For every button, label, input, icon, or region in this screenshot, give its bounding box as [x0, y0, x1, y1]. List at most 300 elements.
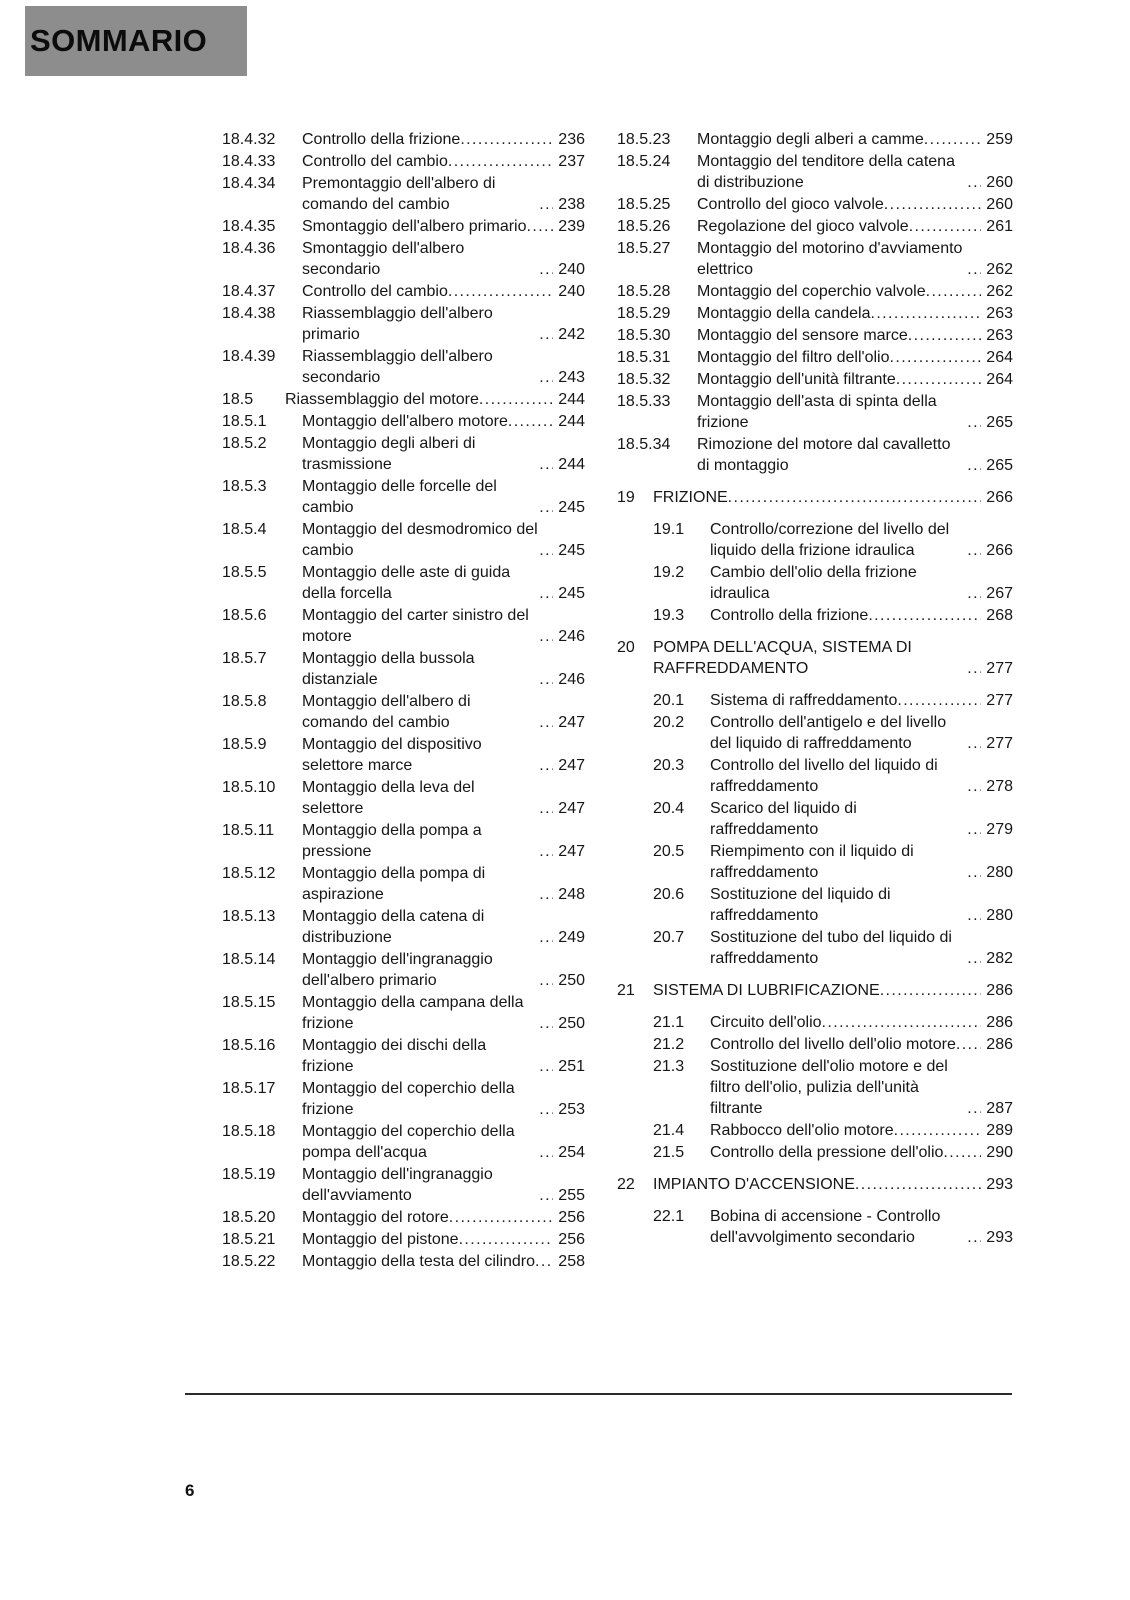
toc-entry-title: FRIZIONE [653, 489, 728, 506]
toc-entry-number: 18.5.26 [617, 218, 671, 235]
toc-entry-title: Controllo/correzione del livello del liquido della frizione idraulica [710, 521, 950, 559]
toc-entry-page: 247 [558, 757, 585, 774]
dot-leader [539, 884, 553, 905]
toc-entry [617, 755, 1013, 797]
dot-leader [539, 970, 553, 991]
toc-entry-number: 20.6 [653, 886, 685, 903]
toc-entry-page: 260 [986, 196, 1013, 213]
page-number: 6 [185, 1481, 195, 1500]
toc-entry [617, 605, 1013, 626]
dot-leader [896, 369, 982, 390]
toc-entry-title: Montaggio del desmodromico del cambio [302, 521, 538, 559]
toc-entry-page: 280 [986, 907, 1013, 924]
toc-entry-number: 20.1 [653, 692, 685, 709]
toc-entry-page: 268 [986, 607, 1013, 624]
toc-entry [617, 884, 1013, 926]
toc-entry [617, 637, 1013, 679]
toc-entry-number: 19.3 [653, 607, 685, 624]
toc-entry-title: Regolazione del gioco valvole [697, 218, 909, 235]
toc-entry-title: Montaggio degli alberi di trasmissione [302, 435, 476, 473]
toc-entry-title: Montaggio della testa del cilindro [302, 1253, 536, 1270]
dot-leader [459, 1229, 554, 1250]
dot-leader [448, 281, 553, 302]
toc-entry [617, 562, 1013, 604]
toc-entry-number: 18.5.4 [222, 521, 267, 538]
dot-leader [539, 755, 553, 776]
toc-entry-page: 245 [558, 585, 585, 602]
toc-entry [222, 151, 585, 172]
toc-entry-title: Montaggio dell'albero motore [302, 413, 508, 430]
toc-entry-page: 238 [558, 196, 585, 213]
toc-entry-number: 18.4.32 [222, 131, 276, 148]
toc-entry-number: 18.5.10 [222, 779, 276, 796]
dot-leader [909, 216, 982, 237]
toc-entry-page: 240 [558, 283, 585, 300]
dot-leader [539, 1056, 553, 1077]
toc-entry-page: 239 [558, 218, 585, 235]
toc-entry [222, 1251, 585, 1272]
toc-entry [222, 562, 585, 604]
toc-entry-page: 263 [986, 305, 1013, 322]
toc-entry [222, 303, 585, 345]
dot-leader [880, 980, 982, 1001]
toc-entry-page: 253 [558, 1101, 585, 1118]
dot-leader [967, 172, 981, 193]
toc-entry-page: 243 [558, 369, 585, 386]
toc-entry-number: 20.4 [653, 800, 685, 817]
dot-leader [967, 905, 981, 926]
toc-entry-page: 293 [986, 1229, 1013, 1246]
toc-entry-number: 18.5.15 [222, 994, 276, 1011]
toc-entry-title: Montaggio dell'ingranaggio dell'avviamento [302, 1166, 493, 1204]
toc-entry [222, 1035, 585, 1077]
toc-entry-number: 18.5.9 [222, 736, 267, 753]
toc-entry-number: 18.4.34 [222, 175, 276, 192]
toc-entry-title: Sistema di raffreddamento [710, 692, 898, 709]
toc-entry [617, 216, 1013, 237]
toc-entry-title: Montaggio delle forcelle del cambio [302, 478, 497, 516]
toc-entry [617, 347, 1013, 368]
dot-leader [539, 1013, 553, 1034]
toc-entry [222, 129, 585, 150]
toc-entry-title: Controllo del livello del liquido di raffreddamento [710, 757, 938, 795]
toc-entry [222, 1078, 585, 1120]
toc-entry-title: Montaggio della candela [697, 305, 871, 322]
dot-leader [539, 712, 553, 733]
toc-entry-title: Controllo dell'antigelo e del livello del liquido di raffreddamento [710, 714, 947, 752]
toc-entry-page: 265 [986, 457, 1013, 474]
toc-entry-number: 18.5.20 [222, 1209, 276, 1226]
toc-entry [222, 216, 585, 237]
dot-leader [943, 1142, 981, 1163]
toc-entry-title: Montaggio del tenditore della catena di distribuzione [697, 153, 955, 191]
dot-leader [508, 411, 553, 432]
toc-entry [617, 238, 1013, 280]
toc-entry-title: Montaggio del coperchio della frizione [302, 1080, 515, 1118]
toc-entry [222, 691, 585, 733]
toc-entry-number: 18.5.8 [222, 693, 267, 710]
toc-entry-title: Montaggio del coperchio della pompa dell'acqua [302, 1123, 515, 1161]
dot-leader [967, 1227, 981, 1248]
toc-entry-number: 18.5.24 [617, 153, 671, 170]
dot-leader [539, 583, 553, 604]
dot-leader [728, 487, 982, 508]
toc-entry-number: 18.5.29 [617, 305, 671, 322]
toc-entry-title: Controllo della frizione [302, 131, 461, 148]
toc-entry-title: Cambio dell'olio della frizione idraulica [710, 564, 917, 602]
toc-entry-page: 258 [558, 1253, 585, 1270]
toc-entry-page: 262 [986, 283, 1013, 300]
toc-entry-page: 266 [986, 542, 1013, 559]
toc-entry [222, 173, 585, 215]
dot-leader [539, 1142, 553, 1163]
toc-entry-number: 18.5.25 [617, 196, 671, 213]
toc-entry-page: 242 [558, 326, 585, 343]
toc-entry [222, 519, 585, 561]
dot-leader [967, 819, 981, 840]
toc-entry-page: 262 [986, 261, 1013, 278]
toc-entry-page: 237 [558, 153, 585, 170]
toc-entry [222, 389, 585, 410]
toc-entry [617, 712, 1013, 754]
toc-entry-number: 18.5.14 [222, 951, 276, 968]
toc-entry-title: Montaggio dell'unità filtrante [697, 371, 896, 388]
toc-entry-page: 244 [558, 391, 585, 408]
toc-entry [617, 281, 1013, 302]
dot-leader [967, 259, 981, 280]
dot-leader [539, 367, 553, 388]
toc-entry-page: 245 [558, 499, 585, 516]
toc-entry-number: 21.5 [653, 1144, 685, 1161]
toc-entry-title: Montaggio del coperchio valvole [697, 283, 926, 300]
toc-entry-number: 18.5.3 [222, 478, 267, 495]
toc-entry-page: 287 [986, 1100, 1013, 1117]
toc-entry-number: 18.5.7 [222, 650, 267, 667]
toc-entry [617, 487, 1013, 508]
toc-entry-title: IMPIANTO D'ACCENSIONE [653, 1176, 855, 1193]
toc-entry [617, 1012, 1013, 1033]
dot-leader [527, 216, 554, 237]
toc-entry-title: Controllo del livello dell'olio motore [710, 1036, 956, 1053]
toc-entry-page: 236 [558, 131, 585, 148]
toc-entry [617, 841, 1013, 883]
toc-entry-page: 251 [558, 1058, 585, 1075]
toc-entry-page: 293 [986, 1176, 1013, 1193]
toc-entry [617, 369, 1013, 390]
dot-leader [868, 605, 981, 626]
dot-leader [870, 303, 981, 324]
toc-entry-number: 18.5.18 [222, 1123, 276, 1140]
toc-entry-number: 18.5.22 [222, 1253, 276, 1270]
toc-entry-page: 277 [986, 692, 1013, 709]
toc-entry [222, 648, 585, 690]
toc-entry [617, 1174, 1013, 1195]
toc-entry [222, 949, 585, 991]
toc-entry-number: 18.5.31 [617, 349, 671, 366]
toc-entry-number: 18.5.6 [222, 607, 267, 624]
toc-entry-title: Montaggio dell'ingranaggio dell'albero primario [302, 951, 493, 989]
toc-entry-title: SISTEMA DI LUBRIFICAZIONE [653, 982, 880, 999]
toc-entry-title: Scarico del liquido di raffreddamento [710, 800, 857, 838]
toc-entry-title: POMPA DELL'ACQUA, SISTEMA DI RAFFREDDAMENTO [653, 639, 912, 677]
toc-entry-page: 286 [986, 1014, 1013, 1031]
toc-entry-number: 18.4.37 [222, 283, 276, 300]
dot-leader [967, 583, 981, 604]
toc-entry [222, 1164, 585, 1206]
dot-leader [926, 281, 982, 302]
toc-entry-number: 18.4.38 [222, 305, 276, 322]
toc-entry-title: Montaggio della bussola distanziale [302, 650, 475, 688]
dot-leader [924, 129, 982, 150]
toc-entry [222, 281, 585, 302]
dot-leader [539, 927, 553, 948]
toc-entry-number: 18.5.28 [617, 283, 671, 300]
toc-entry-number: 19.2 [653, 564, 685, 581]
dot-leader [967, 412, 981, 433]
dot-leader [855, 1174, 981, 1195]
toc-entry-title: Controllo del cambio [302, 153, 448, 170]
toc-entry [617, 303, 1013, 324]
toc-entry [222, 777, 585, 819]
toc-entry-title: Montaggio della catena di distribuzione [302, 908, 485, 946]
toc-entry-title: Montaggio dell'albero di comando del cambio [302, 693, 471, 731]
toc-entry-page: 244 [558, 413, 585, 430]
toc-entry-page: 246 [558, 628, 585, 645]
toc-entry-page: 286 [986, 982, 1013, 999]
dot-leader [539, 497, 553, 518]
toc-entry-number: 21 [617, 982, 635, 999]
toc-entry-title: Montaggio della pompa di aspirazione [302, 865, 486, 903]
toc-entry-title: Smontaggio dell'albero primario [302, 218, 527, 235]
toc-entry-title: Premontaggio dell'albero di comando del cambio [302, 175, 496, 213]
toc-entry-number: 20.5 [653, 843, 685, 860]
toc-entry [617, 1206, 1013, 1248]
dot-leader [956, 1034, 981, 1055]
dot-leader [539, 1099, 553, 1120]
toc-entry-title: Montaggio dell'asta di spinta della frizione [697, 393, 937, 431]
toc-entry [617, 798, 1013, 840]
toc-entry-title: Sostituzione del tubo del liquido di raffreddamento [710, 929, 952, 967]
toc-entry [617, 1034, 1013, 1055]
toc-entry-title: Montaggio dei dischi della frizione [302, 1037, 487, 1075]
dot-leader [535, 1251, 553, 1272]
toc-entry-page: 248 [558, 886, 585, 903]
toc-entry [617, 391, 1013, 433]
toc-entry-number: 22 [617, 1176, 635, 1193]
toc-entry-number: 20.2 [653, 714, 685, 731]
toc-entry-page: 256 [558, 1231, 585, 1248]
dot-leader [967, 733, 981, 754]
toc-entry-page: 264 [986, 371, 1013, 388]
toc-entry-number: 18.5.13 [222, 908, 276, 925]
toc-entry-title: Controllo del cambio [302, 283, 448, 300]
toc-entry-number: 18.5.30 [617, 327, 671, 344]
toc-entry-page: 263 [986, 327, 1013, 344]
toc-entry-page: 286 [986, 1036, 1013, 1053]
toc-entry-number: 20 [617, 639, 635, 656]
toc-entry-title: Rabbocco dell'olio motore [710, 1122, 894, 1139]
dot-leader [449, 1207, 554, 1228]
toc-entry-number: 18.5.27 [617, 240, 671, 257]
toc-entry-page: 282 [986, 950, 1013, 967]
toc-entry-page: 266 [986, 489, 1013, 506]
dot-leader [894, 1120, 982, 1141]
toc-entry-title: Montaggio degli alberi a camme [697, 131, 924, 148]
toc-entry-page: 256 [558, 1209, 585, 1226]
toc-entry [617, 151, 1013, 193]
dot-leader [539, 259, 553, 280]
dot-leader [967, 1098, 981, 1119]
toc-entry-page: 250 [558, 972, 585, 989]
toc-entry-number: 20.7 [653, 929, 685, 946]
toc-entry-number: 18.5.5 [222, 564, 267, 581]
toc-entry-number: 18.5.16 [222, 1037, 276, 1054]
toc-entry-number: 21.1 [653, 1014, 685, 1031]
toc-entry-number: 18.5.33 [617, 393, 671, 410]
toc-entry-page: 265 [986, 414, 1013, 431]
toc-entry [222, 411, 585, 432]
toc-entry [222, 476, 585, 518]
dot-leader [448, 151, 553, 172]
toc-entry-number: 19.1 [653, 521, 685, 538]
toc-entry-title: Riassemblaggio dell'albero secondario [302, 348, 493, 386]
dot-leader [822, 1012, 982, 1033]
dot-leader [897, 690, 981, 711]
toc-entry-title: Montaggio del motorino d'avviamento elettrico [697, 240, 963, 278]
toc-entry-number: 18.5.17 [222, 1080, 276, 1097]
toc-entry-page: 247 [558, 714, 585, 731]
toc-entry-number: 18.5 [222, 391, 254, 408]
toc-entry-page: 255 [558, 1187, 585, 1204]
toc-entry [222, 1229, 585, 1250]
toc-entry-title: Montaggio della leva del selettore [302, 779, 475, 817]
toc-entry-page: 250 [558, 1015, 585, 1032]
toc-entry-title: Montaggio del carter sinistro del motore [302, 607, 529, 645]
toc-entry-page: 240 [558, 261, 585, 278]
dot-leader [884, 194, 982, 215]
toc-entry-title: Montaggio del pistone [302, 1231, 459, 1248]
dot-leader [539, 540, 553, 561]
toc-entry-page: 277 [986, 735, 1013, 752]
dot-leader [967, 540, 981, 561]
toc-entry-title: Montaggio del filtro dell'olio [697, 349, 890, 366]
toc-entry-page: 277 [986, 660, 1013, 677]
toc-entry [617, 194, 1013, 215]
toc-entry [222, 433, 585, 475]
toc-entry [617, 980, 1013, 1001]
dot-leader [539, 798, 553, 819]
toc-entry [222, 906, 585, 948]
footer-divider [185, 1393, 1012, 1395]
toc-entry-number: 21.4 [653, 1122, 685, 1139]
toc-entry [617, 325, 1013, 346]
dot-leader [890, 347, 982, 368]
page-header [25, 6, 247, 76]
toc-entry [617, 690, 1013, 711]
toc-entry [617, 129, 1013, 150]
toc-entry-page: 254 [558, 1144, 585, 1161]
toc-entry-number: 18.4.35 [222, 218, 276, 235]
toc-column-right [617, 129, 1013, 1249]
toc-entry-title: Montaggio del rotore [302, 1209, 449, 1226]
toc-entry-page: 245 [558, 542, 585, 559]
toc-entry-page: 289 [986, 1122, 1013, 1139]
toc-entry-title: Riassemblaggio del motore [285, 391, 479, 408]
toc-entry [222, 863, 585, 905]
toc-entry-number: 18.4.33 [222, 153, 276, 170]
toc-entry-title: Riempimento con il liquido di raffreddamento [710, 843, 914, 881]
toc-entry-number: 18.5.23 [617, 131, 671, 148]
toc-entry-title: Controllo della pressione dell'olio [710, 1144, 944, 1161]
dot-leader [967, 776, 981, 797]
toc-entry [617, 1120, 1013, 1141]
toc-entry-page: 244 [558, 456, 585, 473]
toc-entry-page: 247 [558, 843, 585, 860]
toc-entry-number: 20.3 [653, 757, 685, 774]
dot-leader [539, 324, 553, 345]
toc-entry-number: 18.5.11 [222, 822, 275, 839]
toc-entry [617, 519, 1013, 561]
toc-entry [222, 238, 585, 280]
toc-entry-page: 290 [986, 1144, 1013, 1161]
toc-entry-page: 259 [986, 131, 1013, 148]
toc-entry [222, 992, 585, 1034]
toc-entry-number: 18.5.2 [222, 435, 267, 452]
dot-leader [967, 948, 981, 969]
toc-entry-title: Montaggio della campana della frizione [302, 994, 524, 1032]
toc-entry-title: Montaggio della pompa a pressione [302, 822, 482, 860]
toc-column-left [222, 129, 585, 1273]
toc-entry-number: 21.2 [653, 1036, 685, 1053]
toc-entry-page: 280 [986, 864, 1013, 881]
toc-entry [222, 820, 585, 862]
toc-entry-title: Sostituzione del liquido di raffreddamento [710, 886, 891, 924]
toc-entry [617, 1056, 1013, 1119]
dot-leader [967, 658, 981, 679]
toc-entry [222, 734, 585, 776]
toc-entry-title: Sostituzione dell'olio motore e del filtro dell'olio, pulizia dell'unità filtrante [710, 1058, 948, 1117]
dot-leader [539, 194, 553, 215]
toc-entry-number: 18.5.12 [222, 865, 276, 882]
toc-entry-title: Circuito dell'olio [710, 1014, 822, 1031]
toc-entry-page: 261 [986, 218, 1013, 235]
toc-entry [617, 434, 1013, 476]
dot-leader [479, 389, 553, 410]
toc-entry [222, 605, 585, 647]
toc-entry-page: 264 [986, 349, 1013, 366]
toc-entry-title: Controllo del gioco valvole [697, 196, 884, 213]
toc-entry [222, 346, 585, 388]
dot-leader [908, 325, 982, 346]
toc-entry [222, 1121, 585, 1163]
toc-entry-page: 278 [986, 778, 1013, 795]
dot-leader [967, 455, 981, 476]
toc-entry [617, 1142, 1013, 1163]
toc-entry-page: 267 [986, 585, 1013, 602]
dot-leader [539, 626, 553, 647]
toc-entry-title: Controllo della frizione [710, 607, 869, 624]
toc-entry-number: 18.5.32 [617, 371, 671, 388]
toc-entry-title: Montaggio delle aste di guida della forcella [302, 564, 511, 602]
toc-entry-number: 18.5.21 [222, 1231, 276, 1248]
toc-entry-number: 18.5.19 [222, 1166, 276, 1183]
toc-entry [222, 1207, 585, 1228]
dot-leader [539, 841, 553, 862]
page-title: SOMMARIO [30, 23, 208, 58]
dot-leader [460, 129, 553, 150]
toc-entry-page: 247 [558, 800, 585, 817]
dot-leader [539, 669, 553, 690]
